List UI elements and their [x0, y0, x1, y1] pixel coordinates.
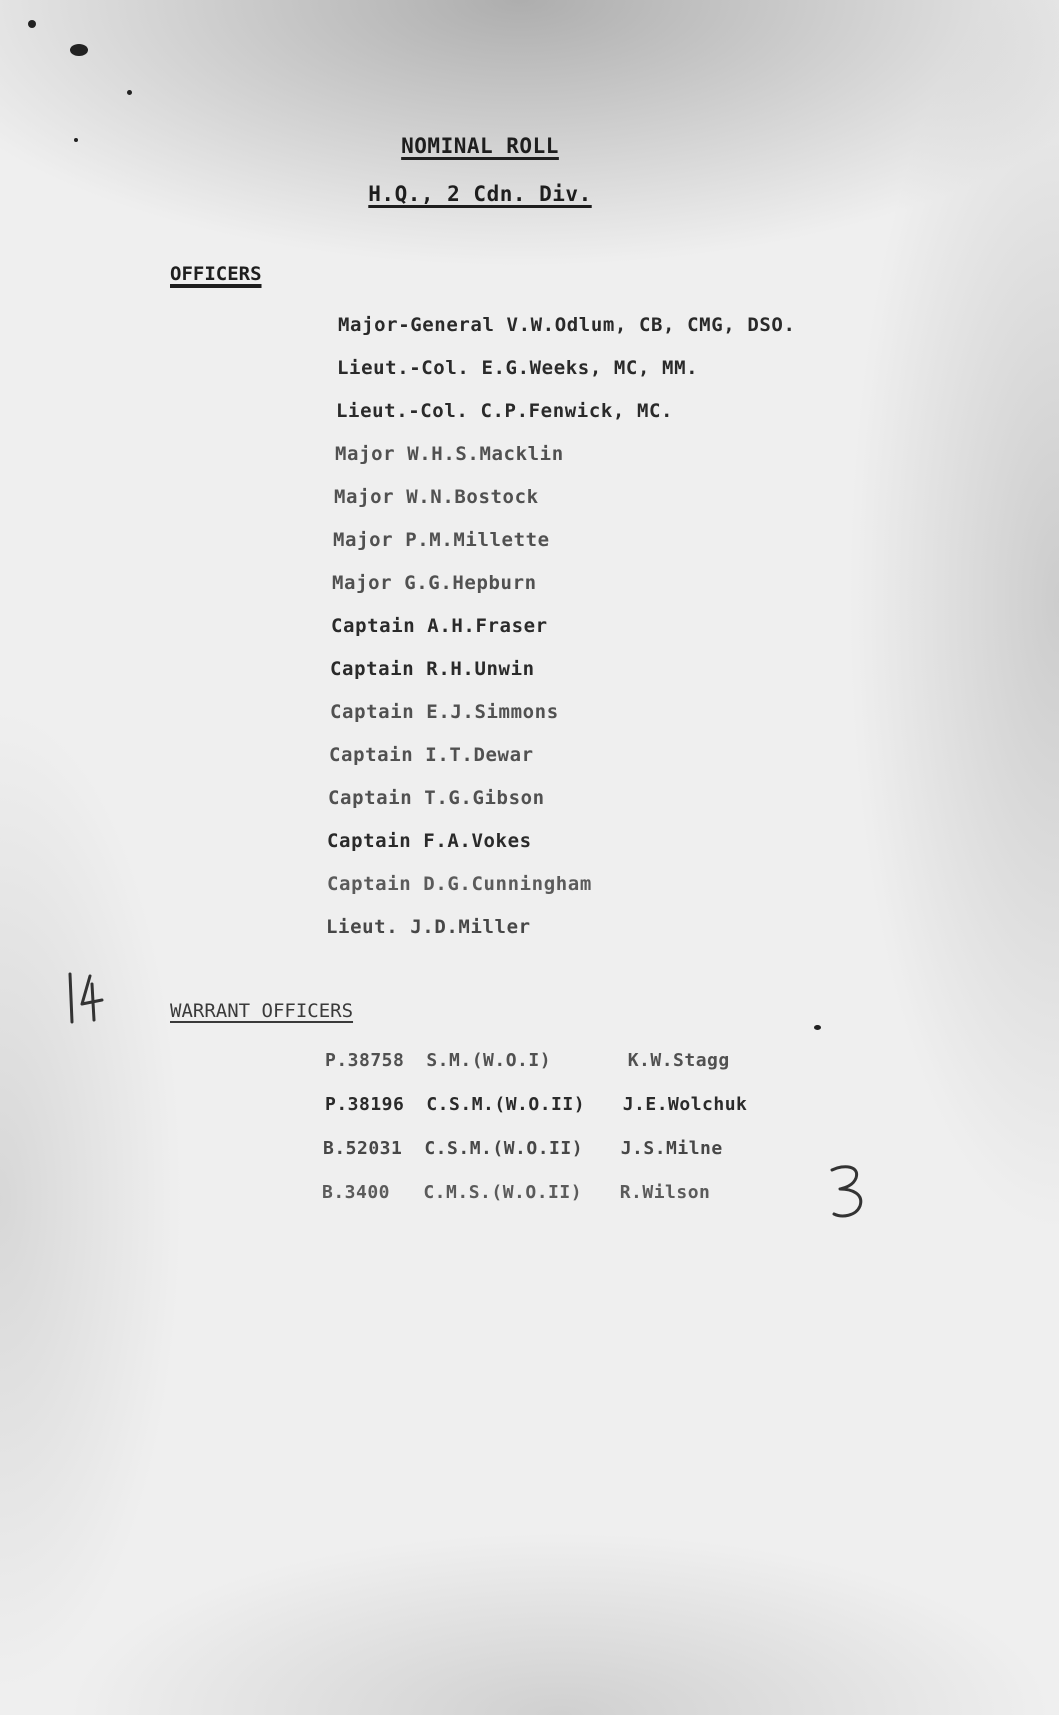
officer-entry: Captain D.G.Cunningham [327, 873, 592, 895]
officers-heading: OFFICERS [170, 263, 262, 285]
handwritten-count-warrant-officers [826, 1162, 872, 1222]
officer-entry: Captain A.H.Fraser [331, 615, 548, 637]
rank: C.S.M.(W.O.II) [424, 1138, 584, 1159]
service-number: B.52031 [323, 1138, 403, 1159]
scan-speck [28, 20, 36, 28]
officer-name: J.S.Milne [620, 1138, 723, 1159]
handwritten-count-officers [62, 970, 112, 1030]
warrant-officers-heading: WARRANT OFFICERS [170, 1000, 354, 1022]
officer-entry: Major W.N.Bostock [334, 486, 539, 508]
warrant-officer-entry [322, 1182, 710, 1203]
officer-entry: Major-General V.W.Odlum, CB, CMG, DSO. [338, 314, 796, 336]
rank: S.M.(W.O.I) [426, 1050, 552, 1071]
officer-name: R.Wilson [619, 1182, 711, 1203]
officer-entry: Captain E.J.Simmons [330, 701, 559, 723]
officer-entry: Lieut.-Col. E.G.Weeks, MC, MM. [337, 357, 699, 379]
rank: C.S.M.(W.O.II) [426, 1094, 586, 1115]
officer-entry: Captain F.A.Vokes [327, 830, 532, 852]
scan-speck [814, 1025, 821, 1030]
officer-entry: Major P.M.Millette [333, 529, 550, 551]
officer-name: J.E.Wolchuk [622, 1094, 748, 1115]
officer-entry: Captain T.G.Gibson [328, 787, 545, 809]
scan-speck [127, 90, 132, 95]
warrant-officer-entry [325, 1050, 730, 1071]
service-number: P.38196 [325, 1094, 405, 1115]
officer-entry: Major W.H.S.Macklin [335, 443, 564, 465]
officer-entry: Captain I.T.Dewar [329, 744, 534, 766]
scan-speck [70, 44, 88, 56]
service-number: P.38758 [325, 1050, 405, 1071]
officer-entry: Major G.G.Hepburn [332, 572, 537, 594]
officer-entry: Lieut.-Col. C.P.Fenwick, MC. [336, 400, 674, 422]
rank: C.M.S.(W.O.II) [423, 1182, 583, 1203]
officer-entry: Lieut. J.D.Miller [326, 916, 531, 938]
document-subtitle: H.Q., 2 Cdn. Div. [368, 182, 592, 206]
officer-entry: Captain R.H.Unwin [330, 658, 535, 680]
officer-name: K.W.Stagg [627, 1050, 730, 1071]
document-title: NOMINAL ROLL [401, 134, 559, 158]
warrant-officer-entry [325, 1094, 747, 1115]
warrant-officer-entry [323, 1138, 723, 1159]
service-number: B.3400 [322, 1182, 391, 1203]
